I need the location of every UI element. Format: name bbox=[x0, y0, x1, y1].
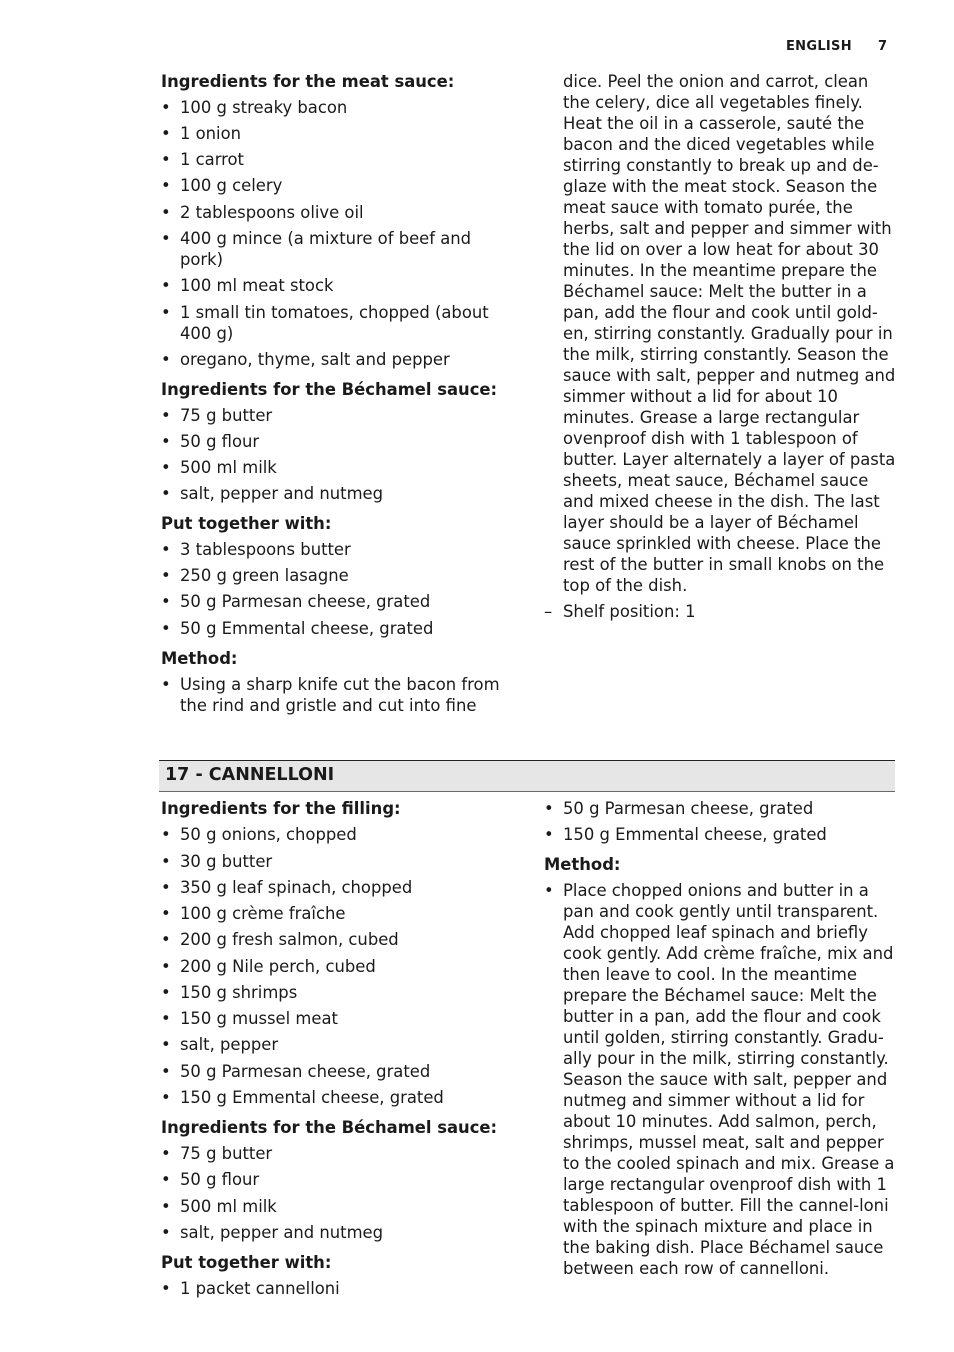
method-step: • Using a sharp knife cut the bacon from the rind and gristle and cut into fine bbox=[161, 674, 502, 716]
list-item: • 30 g butter bbox=[161, 851, 511, 872]
list-item: • 1 onion bbox=[161, 123, 511, 144]
method-continued: dice. Peel the onion and carrot, clean the celery, dice all vegetables finely. Heat the oil in a casserole, sauté the bacon and the diced vegetables while stirring constantly to break up and de-glaze with the meat stock. Season the meat sauce with tomato purée, the herbs, salt and pepper and simmer with the lid on over a low heat for about 30 minutes. In the meantime prepare the Béchamel sauce: Melt the butter in a pan, add the flour and cook until gold-en, stirring constantly. Gradually pour in the milk, stirring constantly. Season the sauce with salt, pepper and nutmeg and simmer without a lid for about 10 minutes. Grease a large rectangular ovenproof dish with 1 tablespoon of butter. Layer alternately a layer of pasta sheets, meat sauce, Béchamel sauce and mixed cheese in the dish. The last layer should be a layer of Béchamel sauce sprinkled with cheese. Place the rest of the butter in small knobs on the top of the dish. bbox=[563, 72, 896, 595]
method-list bbox=[161, 674, 511, 716]
list-item: • 200 g Nile perch, cubed bbox=[161, 956, 511, 977]
list-item: • 1 carrot bbox=[161, 149, 511, 170]
list-item: • 50 g Parmesan cheese, grated bbox=[544, 798, 898, 819]
list-item: • 500 ml milk bbox=[161, 1196, 511, 1217]
section-header-cannelloni bbox=[159, 760, 895, 792]
list-item: • 400 g mince (a mixture of beef and pork) bbox=[161, 228, 480, 270]
language-label: ENGLISH bbox=[786, 39, 852, 54]
meat-sauce-heading: Ingredients for the meat sauce: bbox=[161, 72, 455, 91]
filling-heading: Ingredients for the filling: bbox=[161, 799, 401, 818]
list-item: • 250 g green lasagne bbox=[161, 565, 511, 586]
list-item: • 1 packet cannelloni bbox=[161, 1278, 511, 1299]
list-item: • 150 g mussel meat bbox=[161, 1008, 511, 1029]
shelf-position: – Shelf position: 1 bbox=[544, 601, 898, 622]
bechamel-heading: Ingredients for the Béchamel sauce: bbox=[161, 380, 498, 399]
shelf-list bbox=[544, 601, 898, 622]
method-heading: Method: bbox=[161, 649, 238, 668]
list-item: • 350 g leaf spinach, chopped bbox=[161, 877, 511, 898]
list-item: • 100 g crème fraîche bbox=[161, 903, 511, 924]
section-title: 17 - CANNELLONI bbox=[165, 765, 335, 785]
list-item: • 100 g streaky bacon bbox=[161, 97, 511, 118]
put-together-heading: Put together with: bbox=[161, 514, 332, 533]
lasagne-left-column bbox=[161, 71, 511, 716]
list-item: • salt, pepper and nutmeg bbox=[161, 1222, 511, 1243]
list-item: • 150 g Emmental cheese, grated bbox=[161, 1087, 511, 1108]
put-together-list bbox=[161, 539, 511, 639]
list-item: • 100 g celery bbox=[161, 175, 511, 196]
list-item: • 200 g fresh salmon, cubed bbox=[161, 929, 511, 950]
list-item: • 150 g Emmental cheese, grated bbox=[544, 824, 898, 845]
list-item: • 50 g flour bbox=[161, 431, 511, 452]
list-item: • salt, pepper and nutmeg bbox=[161, 483, 511, 504]
put-together-list bbox=[161, 1278, 511, 1299]
page-number: 7 bbox=[878, 39, 888, 54]
list-item: • salt, pepper bbox=[161, 1034, 511, 1055]
method-heading: Method: bbox=[544, 855, 621, 874]
bechamel-list bbox=[161, 405, 511, 504]
cannelloni-right-column bbox=[544, 798, 898, 1279]
method-list bbox=[544, 880, 898, 1279]
list-item: • 50 g onions, chopped bbox=[161, 824, 511, 845]
list-item: • 1 small tin tomatoes, chopped (about 400 g) bbox=[161, 302, 500, 344]
list-item: • 150 g shrimps bbox=[161, 982, 511, 1003]
list-item: • 50 g Emmental cheese, grated bbox=[161, 618, 511, 639]
bechamel-heading: Ingredients for the Béchamel sauce: bbox=[161, 1118, 498, 1137]
list-item: • 50 g Parmesan cheese, grated bbox=[161, 1061, 511, 1082]
list-item: • 500 ml milk bbox=[161, 457, 511, 478]
list-item: • 50 g flour bbox=[161, 1169, 511, 1190]
page-header bbox=[0, 39, 954, 59]
put-together-list-continued bbox=[544, 798, 898, 845]
list-item: • 3 tablespoons butter bbox=[161, 539, 511, 560]
list-item: • 100 ml meat stock bbox=[161, 275, 511, 296]
list-item: • 75 g butter bbox=[161, 405, 511, 426]
list-item: • 75 g butter bbox=[161, 1143, 511, 1164]
list-item: • oregano, thyme, salt and pepper bbox=[161, 349, 511, 370]
filling-list bbox=[161, 824, 511, 1108]
bechamel-list bbox=[161, 1143, 511, 1243]
method-step: • Place chopped onions and butter in a pan and cook gently until transparent. Add chopped leaf spinach and briefly cook gently. Add crème fraîche, mix and then leave to cool. In the meantime prepare the Béchamel sauce: Melt the butter in a pan, add the flour and cook until golden, stirring constantly. Gradu-ally pour in the milk, stirring constantly. Season the sauce with salt, pepper and nutmeg and simmer without a lid for about 10 minutes. Add salmon, perch, shrimps, mussel meat, salt and pepper to the cooled spinach and mix. Grease a large rectangular ovenproof dish with 1 tablespoon of butter. Fill the cannel-loni with the spinach mixture and place in the baking dish. Place Béchamel sauce between each row of cannelloni. bbox=[544, 880, 897, 1279]
put-together-heading: Put together with: bbox=[161, 1253, 332, 1272]
lasagne-right-column bbox=[544, 71, 898, 622]
meat-sauce-list bbox=[161, 97, 511, 370]
list-item: • 50 g Parmesan cheese, grated bbox=[161, 591, 511, 612]
cannelloni-left-column bbox=[161, 798, 511, 1299]
list-item: • 2 tablespoons olive oil bbox=[161, 202, 511, 223]
